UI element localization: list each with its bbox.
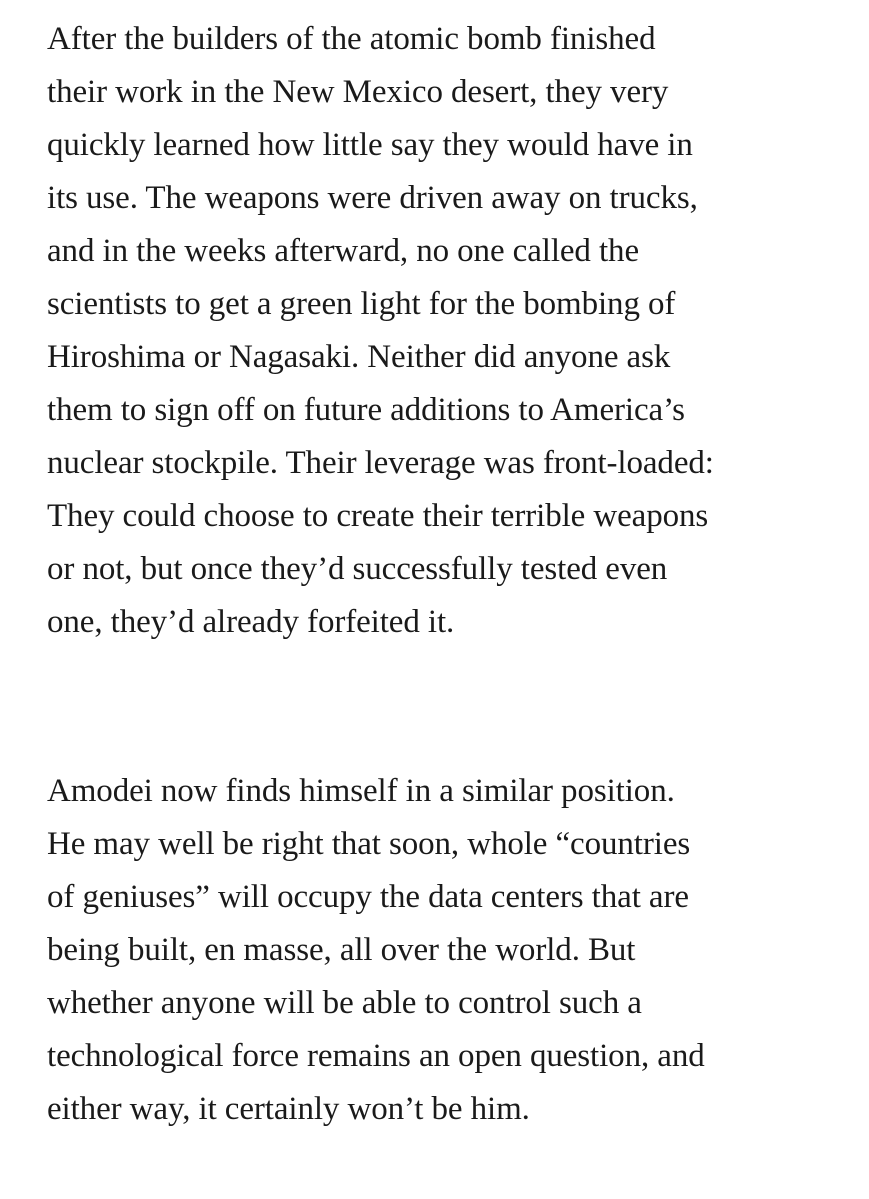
text-line: and in the weeks afterward, no one called the	[47, 233, 639, 269]
text-line: their work in the New Mexico desert, they very	[47, 74, 669, 110]
text-line: either way, it certainly won’t be him.	[47, 1091, 530, 1127]
text-line: one, they’d already forfeited it.	[47, 604, 455, 640]
text-line: They could choose to create their terrible weapons	[47, 498, 709, 534]
paragraph-amodei	[47, 765, 705, 1136]
paragraph-manhattan-project	[47, 13, 714, 649]
text-line: its use. The weapons were driven away on trucks,	[47, 180, 698, 216]
text-line: technological force remains an open question, and	[47, 1038, 705, 1074]
text-line: or not, but once they’d successfully tested even	[47, 551, 668, 587]
text-line: nuclear stockpile. Their leverage was front-loaded:	[47, 445, 714, 481]
text-line: Hiroshima or Nagasaki. Neither did anyone ask	[47, 339, 671, 375]
text-line: them to sign off on future additions to America’s	[47, 392, 685, 428]
text-line: whether anyone will be able to control such a	[47, 985, 642, 1021]
text-line: Amodei now finds himself in a similar position.	[47, 773, 675, 809]
text-line: quickly learned how little say they would have in	[47, 127, 693, 163]
text-line: being built, en masse, all over the world. But	[47, 932, 636, 968]
text-line: scientists to get a green light for the bombing of	[47, 286, 676, 322]
text-line: After the builders of the atomic bomb finished	[47, 21, 656, 57]
text-line: He may well be right that soon, whole “countries	[47, 826, 691, 862]
text-line: of geniuses” will occupy the data centers that are	[47, 879, 689, 915]
